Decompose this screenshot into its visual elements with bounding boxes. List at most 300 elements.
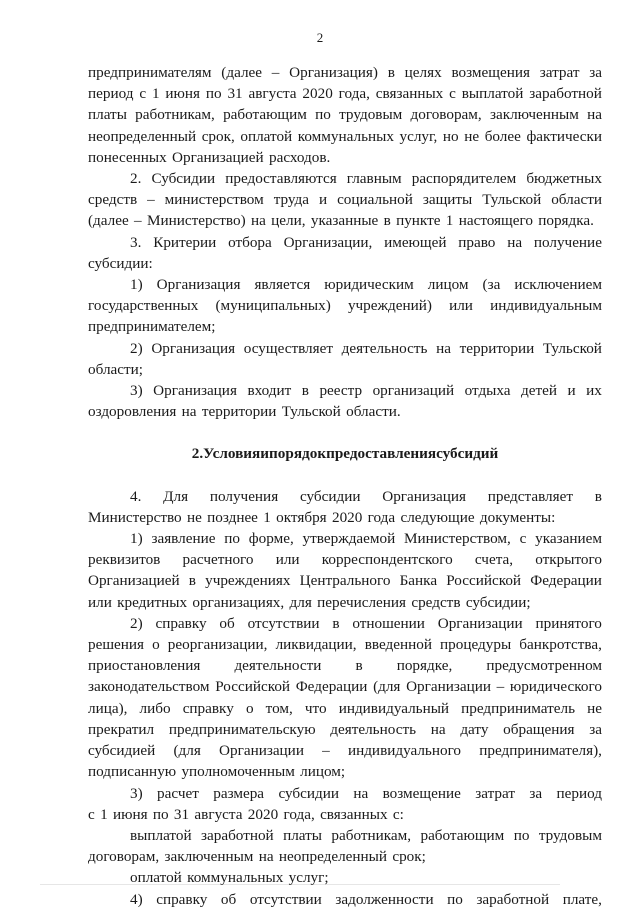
word: не [464,127,480,145]
word: отсутствии [247,614,320,632]
word: работникам, [135,106,215,124]
word: с [449,85,456,103]
word: 2) [130,614,143,632]
word: 31 [173,805,190,823]
word: средств [88,191,138,209]
word: индивидуального [347,742,462,760]
word: предоставляются [225,170,337,188]
word: лицом [427,276,469,294]
word: 2020 [302,85,333,103]
word: года [367,508,396,526]
word: ликвидации, [275,636,357,654]
text-line [88,380,602,401]
word: Организации [219,742,304,760]
word: предоставления [326,445,437,463]
word: Тульской [482,191,542,209]
text-line [88,62,602,83]
word: на [587,106,602,124]
word: Организация [153,382,237,400]
text-line [88,740,602,761]
word: работающим [223,106,307,124]
word: представляет [487,487,573,505]
word: бюджетных [526,170,602,188]
word: договорам, [88,848,160,866]
word: заработной [476,890,550,908]
word: неопределенный [278,848,388,866]
word: Министерство [88,508,182,526]
text-line [88,507,602,528]
word: в [387,64,395,81]
word: и [260,445,270,463]
word: указанные [310,212,379,230]
word: Тульской [281,403,341,421]
word: Министерство) [146,212,246,230]
text-line [88,210,602,231]
text-line [88,274,602,295]
word: с [88,805,95,823]
word: июня [165,85,200,103]
word: плате, [562,890,602,908]
word: Организацией [88,572,180,590]
word: 4) [130,890,143,908]
word: 3) [130,784,143,802]
word: Организация [156,276,241,294]
word: не [186,508,202,526]
word: коммунальных [297,127,394,145]
word: расчетного [182,551,254,569]
word: 3) [130,382,143,400]
word: Организация [151,339,236,357]
word: право [458,233,496,251]
word: задолженности [335,890,434,908]
word: открытого [535,551,602,569]
word: для [289,593,312,611]
word: на [250,212,266,230]
text-line [88,126,602,147]
word: Министерством, [404,530,511,548]
word: 1) [130,276,143,294]
word: целях [404,64,442,81]
word: оздоровления [88,403,177,421]
word: порядка. [538,212,594,230]
word: Тульской [542,339,602,357]
word: не [587,699,602,717]
paragraph-gap [88,422,602,443]
text-line [88,338,602,359]
word: договорам, [410,106,482,124]
word: заключенным [489,106,579,124]
word: на [436,339,451,357]
word: затрат [475,784,515,802]
word: услуг, [399,127,438,145]
word: юридическим [324,276,414,294]
word: главным [346,170,402,188]
word: срок, [201,127,235,145]
word: деятельность [341,339,428,357]
word: связанных [375,85,444,103]
word: Центрального [299,572,391,590]
word: является [254,276,311,294]
text-line [88,570,602,591]
word: что [304,699,327,717]
word: 1 [100,805,108,823]
word: приостановления [88,657,201,675]
word: предпринимателя), [479,742,602,760]
word: субсидии [299,487,361,505]
word: области; [88,360,143,378]
word: или [449,297,473,315]
word: работникам, [331,826,412,844]
word: пункте [396,212,441,230]
word: в [383,212,391,230]
word: по [447,890,463,908]
text-line [88,592,602,613]
text-line [88,804,602,825]
word: платы [88,106,127,124]
text-line [88,889,602,910]
word: либо [139,699,171,717]
word: года, [338,85,370,103]
word: Федерации [530,572,602,590]
word: законодательством [88,678,210,696]
word: (муниципальных) [215,297,331,315]
word: оплатой [240,127,293,145]
word: реорганизации, [167,636,268,654]
word: Условия [203,445,261,463]
word: 1) [130,530,143,548]
word: средств [411,593,461,611]
word: следующие [400,508,475,526]
word: – [496,678,505,696]
word: (далее [88,212,129,230]
word: том, [265,699,293,717]
word: на [181,403,197,421]
text-line [88,253,602,274]
word: период [88,85,134,103]
word: на [430,720,446,738]
word: расходов. [268,148,331,166]
word: выплатой [461,85,524,103]
word: субсидии; [465,593,531,611]
word: выплатой [130,826,192,844]
word: деятельность [330,720,417,738]
word: связанных [320,805,388,823]
word: 1 [445,212,454,230]
text-line [88,83,602,104]
word: обращения [503,720,575,738]
word: отбора [228,233,272,251]
word: организациях, [192,593,285,611]
word: заключенным [164,848,254,866]
text-line [88,719,602,740]
word: неопределенный [88,127,197,145]
word: услуг; [288,869,329,887]
text-line [88,401,602,422]
word: порядке, [396,657,453,675]
word: защиты [422,191,473,209]
text-line [88,528,602,549]
word: индивидуальный [338,699,450,717]
word: учреждениях [205,572,291,590]
word: Организация) [289,64,378,81]
text-line [88,189,602,210]
word: оплатой [130,869,182,887]
word: социальной [337,191,413,209]
word: получение [533,233,602,251]
word: но [442,127,459,145]
text-line [88,676,602,697]
word: счета, [474,551,514,569]
word: входит [247,382,292,400]
text-line [88,232,602,253]
word: 4. [130,487,142,505]
word: за [589,720,602,738]
word: более [484,127,521,145]
word: получения [209,487,279,505]
text-line [88,846,602,867]
word: документы: [479,508,556,526]
word: размера [213,784,265,802]
word: об [219,614,235,632]
word: о [152,636,160,654]
word: Критерии [153,233,217,251]
text-line [88,634,602,655]
word: заработной [529,85,602,103]
word: – [134,212,142,230]
word: уполномоченным [181,763,295,781]
word: – [271,64,280,81]
word: подписанную [88,763,177,781]
word: предпринимательскую [168,720,316,738]
word: понесенных [88,148,167,166]
word: 2020 [247,805,279,823]
word: с [139,85,147,103]
word: Организации [437,614,523,632]
word: в [355,657,363,675]
word: августа [194,805,243,823]
word: с: [392,805,404,823]
word: предусмотренном [486,657,602,675]
word: цели, [271,212,306,230]
word: Российской [215,678,291,696]
word: отсутствии [249,890,322,908]
word: года, [283,805,315,823]
word: или [275,551,300,569]
scan-artifact [40,884,560,885]
word: юридического [509,678,602,696]
word: форме, [248,530,294,548]
word: реестр [319,382,363,400]
word: Субсидии [151,170,216,188]
word: дату [460,720,489,738]
paragraph-gap [88,465,602,486]
word: и [318,191,328,209]
word: по [224,530,240,548]
text-line [88,867,602,888]
word: срок; [392,848,426,866]
word: исключением [514,276,602,294]
text-line [88,104,602,125]
word: банкротства, [519,636,602,654]
word: Организации [406,678,491,696]
word: в [188,572,196,590]
word: трудовым [538,826,602,844]
word: – [322,742,330,760]
word: по [513,826,530,844]
word: Банка [399,572,438,590]
text-line [88,359,602,380]
text-line [88,761,602,782]
word: детей [521,382,558,400]
word: (для [173,742,201,760]
word: субсидии: [88,254,153,272]
word: справку [182,699,234,717]
word: (далее [221,64,263,81]
word: введенной [364,636,432,654]
word: области. [346,403,401,421]
word: субсидией [88,742,156,760]
word: решения [88,636,145,654]
word: с [519,530,527,548]
word: за [589,64,602,81]
word: в [301,382,309,400]
word: заявление [151,530,216,548]
word: возмещение [382,784,461,802]
word: отдыха [464,382,511,400]
word: деятельности [234,657,322,675]
word: и [567,382,576,400]
word: осуществляет [243,339,333,357]
word: 3. [130,233,142,251]
word: 1 [151,85,160,103]
word: корреспондентского [321,551,453,569]
word: или [88,593,112,611]
word: порядок [269,445,327,463]
text-line [88,316,602,337]
word: справку [156,890,208,908]
document-body [88,62,602,910]
word: труда [273,191,310,209]
word: Организации, [283,233,373,251]
word: процедуры [440,636,512,654]
word: затрат [539,64,580,81]
word: территории [201,403,277,421]
word: расчет [157,784,199,802]
text-line [88,655,602,676]
word: 2020 [331,508,363,526]
text-line [88,549,602,570]
section-heading [88,443,602,464]
word: Для [163,487,189,505]
text-line [88,486,602,507]
text-line [88,783,602,804]
word: утверждаемой [302,530,396,548]
word: (за [482,276,501,294]
word: организаций [372,382,455,400]
word: за [529,784,543,802]
page-number: 2 [316,30,324,45]
word: по [152,805,169,823]
word: Организацией [172,148,264,166]
text-line [88,168,602,189]
word: – [147,191,155,209]
word: лица), [88,699,128,717]
word: территории [459,339,535,357]
word: предпринимателем; [88,318,216,336]
word: 2) [130,339,143,357]
word: реквизитов [88,551,161,569]
word: о [245,699,254,717]
word: по [205,85,222,103]
word: Федерации [295,678,368,696]
word: в [332,614,340,632]
word: июня [112,805,148,823]
word: указанием [535,530,602,548]
word: платы [283,826,322,844]
word: 2. [191,445,204,463]
word: учреждений) [347,297,432,315]
word: 31 [227,85,243,103]
word: области [551,191,602,209]
word: настоящего [458,212,533,230]
word: работающим [420,826,505,844]
word: 2. [130,170,142,188]
word: отношении [352,614,425,632]
word: индивидуальным [490,297,602,315]
word: имеющей [384,233,447,251]
word: предпринимателям [88,64,212,81]
text-line [88,825,602,846]
word: распорядителем [411,170,517,188]
word: августа [248,85,297,103]
text-line [88,698,602,719]
word: заработной [201,826,274,844]
word: об [220,890,237,908]
word: Российской [446,572,522,590]
word: в [594,487,602,505]
word: на [258,848,274,866]
text-line [88,613,602,634]
word: предприниматель [461,699,576,717]
word: октября [276,508,327,526]
word: по [315,106,331,124]
word: трудовым [339,106,403,124]
word: министерством [164,191,264,209]
word: на [507,233,523,251]
word: прекратил [88,720,155,738]
word: принятого [535,614,602,632]
word: лицом; [300,763,346,781]
word: возмещения [451,64,530,81]
word: справку [155,614,207,632]
word: их [586,382,602,400]
word: кредитных [117,593,188,611]
word: перечисления [317,593,407,611]
word: субсидии [278,784,339,802]
word: 1 [263,508,271,526]
word: субсидий [436,445,499,463]
text-line [88,147,602,168]
word: (для [373,678,401,696]
text-line [88,295,602,316]
word: коммунальных [187,869,284,887]
word: позднее [207,508,258,526]
word: фактически [526,127,602,145]
word: государственных [88,297,199,315]
word: на [353,784,369,802]
word: период [556,784,602,802]
word: Организация [382,487,467,505]
